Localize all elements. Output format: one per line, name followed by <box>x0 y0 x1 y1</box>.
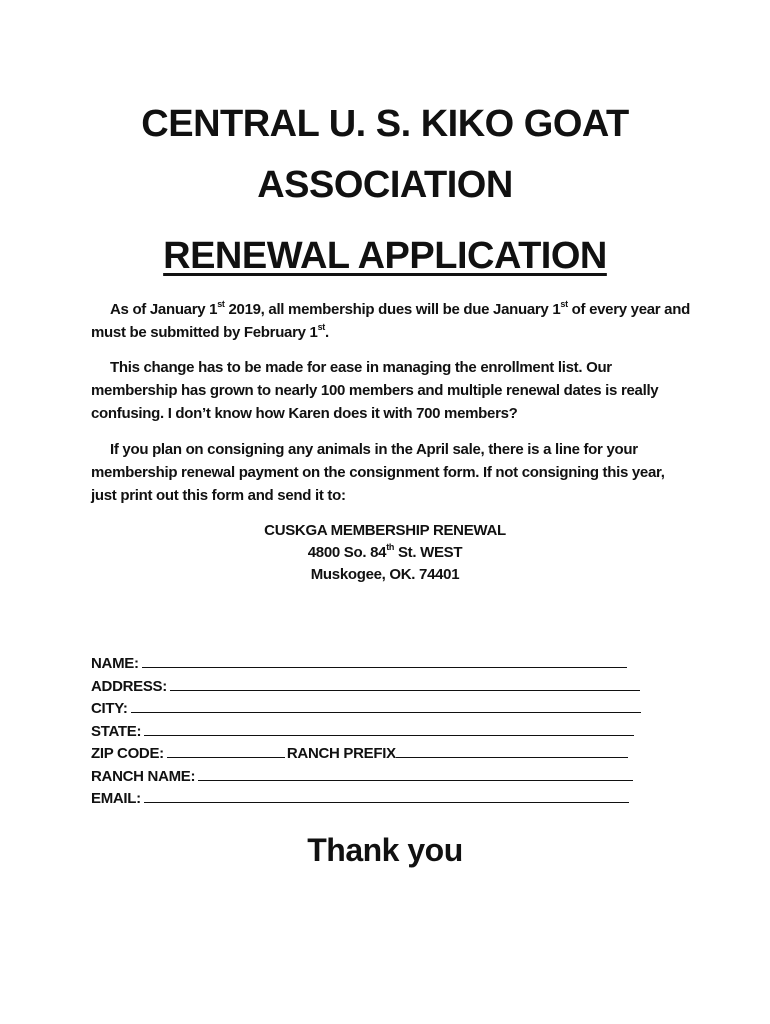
city-field[interactable] <box>131 697 641 713</box>
zip-code-field[interactable] <box>167 742 285 758</box>
street-name: St. WEST <box>394 544 463 561</box>
p1-text-d: . <box>325 324 329 341</box>
ranch-name-field[interactable] <box>198 765 633 781</box>
zip-code-label: ZIP CODE: <box>91 745 164 762</box>
renewal-application-heading: RENEWAL APPLICATION <box>163 235 607 277</box>
city-row <box>91 697 651 720</box>
email-field[interactable] <box>144 787 629 803</box>
address-city-state-zip: Muskogee, OK. 74401 <box>310 566 460 583</box>
ranch-name-row <box>91 765 651 788</box>
p1-ordinal-3: st <box>317 322 325 332</box>
dues-notice-paragraph <box>91 298 691 344</box>
ranch-prefix-field[interactable] <box>396 742 628 758</box>
thank-you-text: Thank you <box>307 832 463 868</box>
email-row <box>91 787 651 810</box>
address-row <box>91 675 651 698</box>
member-info-form <box>91 652 651 810</box>
association-title-line1: CENTRAL U. S. KIKO GOAT <box>141 103 629 145</box>
ranch-prefix-label: RANCH PREFIX <box>286 745 396 762</box>
email-label: EMAIL: <box>91 790 141 807</box>
consignment-instructions-paragraph: If you plan on consigning any animals in the April sale, there is a line for your membership renewal payment on the consignment form. If not consigning this year, just print out this form and send it to: <box>91 441 665 504</box>
p1-text-c: of every year and must be submitted by February 1 <box>91 301 690 341</box>
p1-ordinal-1: st <box>217 299 225 309</box>
state-label: STATE: <box>91 722 142 740</box>
address-field[interactable] <box>170 675 640 691</box>
zip-ranch-prefix-row <box>91 742 651 765</box>
state-field[interactable] <box>144 720 634 736</box>
ranch-name-label: RANCH NAME: <box>91 767 196 785</box>
street-ordinal: th <box>386 542 395 552</box>
name-field[interactable] <box>142 652 627 668</box>
change-reason-paragraph: This change has to be made for ease in managing the enrollment list. Our membership has grown to nearly 100 members and multiple renewal dates is really confusing. I don’t know how Karen does it with 700 members? <box>91 359 659 422</box>
name-label: NAME: <box>91 655 139 672</box>
address-label: ADDRESS: <box>91 677 167 695</box>
name-row <box>91 652 651 675</box>
association-title-line2: ASSOCIATION <box>257 164 513 206</box>
street-number: 4800 So. 84 <box>307 544 387 561</box>
state-row <box>91 720 651 743</box>
p1-ordinal-2: st <box>560 299 568 309</box>
mailing-address-block <box>0 520 770 586</box>
p1-text-b: 2019, all membership dues will be due January 1 <box>224 301 561 318</box>
p1-text-a: As of January 1 <box>110 301 218 318</box>
address-street <box>0 542 770 564</box>
address-recipient: CUSKGA MEMBERSHIP RENEWAL <box>264 522 506 539</box>
city-label: CITY: <box>91 700 128 717</box>
